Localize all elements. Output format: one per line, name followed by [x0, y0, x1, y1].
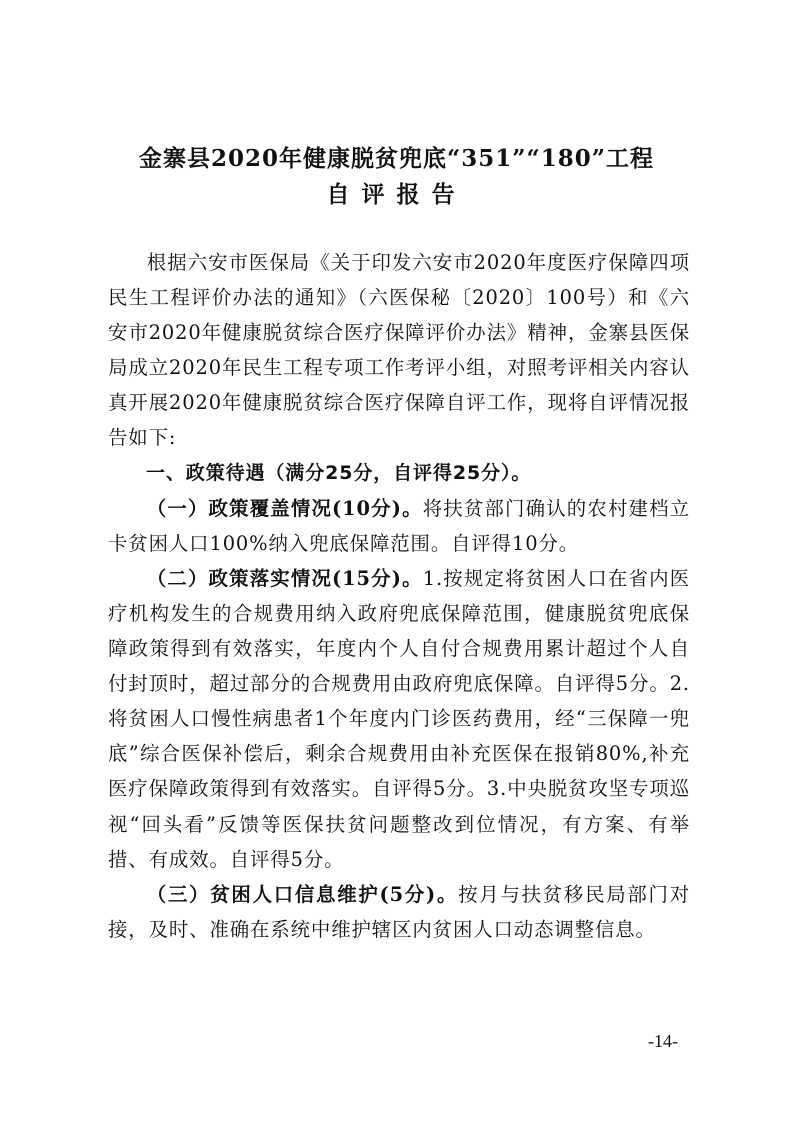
item-label: （二）政策落实情况(15分)。 — [146, 566, 423, 590]
intro-paragraph: 根据六安市医保局《关于印发六安市2020年度医疗保障四项民生工程评价办法的通知》（六医保秘〔2020〕100号）和《六安市2020年健康脱贫综合医疗保障评价办法》精神，金寨县医保局成立2020年民生工程专项工作考评小组，对照考评相关内容认真开展2020年健康脱贫综合医疗保障自评工作，现将自评情况报告如下: — [108, 251, 690, 450]
report-title: 金寨县2020年健康脱贫兜底“351”“180”工程 — [139, 145, 654, 172]
page-number: -14- — [648, 1031, 678, 1051]
item-text: 1.按规定将贫困人口在省内医疗机构发生的合规费用纳入政府兜底保障范围，健康脱贫兜底保障政策得到有效落实，年度内个人自付合规费用累计超过个人自付封顶时，超过部分的合规费用由政府兜底保障。自评得5分。2.将贫困人口慢性病患者1个年度内门诊医药费用，经“三保障一兜底”综合医保补偿后，剩余合规费用由补充医保在报销80%,补充医疗保障政策得到有效落实。自评得5分。3.中央脱贫攻坚专项巡视“回头看”反馈等医保扶贫问题整改到位情况，有方案、有举措、有成效。自评得5分。 — [108, 566, 690, 871]
section-item-1 — [108, 491, 690, 561]
section-item-2 — [108, 561, 690, 877]
report-subtitle: 自评报告 — [326, 181, 467, 208]
item-label: （三）贫困人口信息维护(5分)。 — [146, 882, 459, 906]
section-heading: 一、政策待遇（满分25分，自评得25分）。 — [146, 461, 532, 484]
item-text: 按月与扶贫移民局部门对接，及时、准确在系统中维护辖区内贫困人口动态调整信息。 — [108, 882, 690, 941]
section-item-3 — [108, 877, 690, 947]
report-body — [108, 245, 690, 947]
item-label: （一）政策覆盖情况(10分)。 — [146, 496, 423, 520]
item-text: 将扶贫部门确认的农村建档立卡贫困人口100%纳入兜底保障范围。自评得10分。 — [108, 496, 690, 555]
